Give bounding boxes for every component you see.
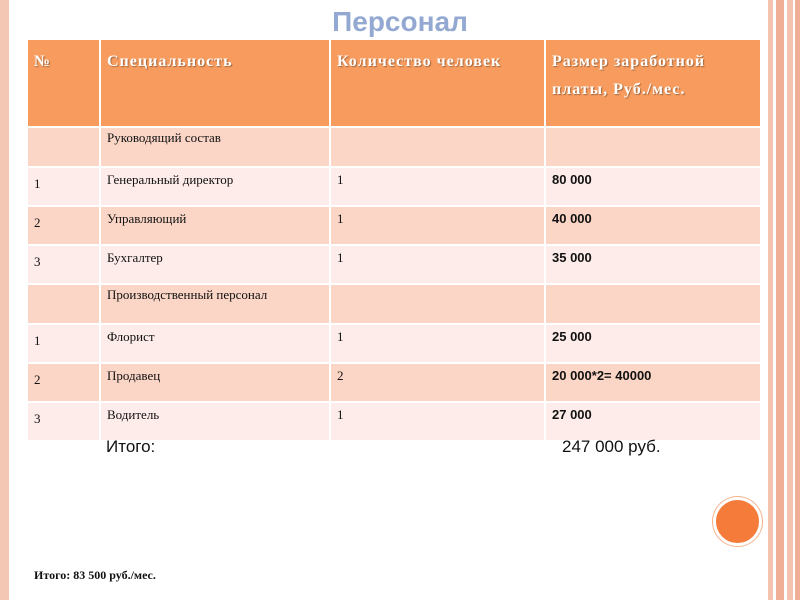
row-number: 3 (27, 402, 100, 441)
row-headcount: 1 (330, 402, 545, 441)
row-specialty: Бухгалтер (100, 245, 330, 284)
table-row (27, 245, 761, 284)
slide-title: Персонал (332, 6, 468, 37)
section-row-management (27, 127, 761, 167)
staff-table (26, 38, 762, 442)
row-salary: 35 000 (545, 245, 761, 284)
row-headcount (330, 127, 545, 167)
row-specialty: Руководящий состав (100, 127, 330, 167)
left-border-decoration (0, 0, 9, 600)
table-row (27, 402, 761, 441)
header-headcount: Количество человек (330, 39, 545, 127)
row-salary (545, 127, 761, 167)
total-label: Итого: (106, 437, 156, 456)
row-salary: 20 000*2= 40000 (545, 363, 761, 402)
row-number (27, 284, 100, 324)
row-headcount (330, 284, 545, 324)
right-stripes-decoration (766, 0, 800, 600)
row-number: 2 (27, 363, 100, 402)
row-number: 1 (27, 324, 100, 363)
row-salary: 40 000 (545, 206, 761, 245)
row-specialty: Управляющий (100, 206, 330, 245)
table-row (27, 324, 761, 363)
header-specialty: Специальность (100, 39, 330, 127)
row-specialty: Флорист (100, 324, 330, 363)
row-specialty: Продавец (100, 363, 330, 402)
decorative-circle (713, 497, 762, 546)
table-row (27, 167, 761, 206)
row-salary: 27 000 (545, 402, 761, 441)
row-headcount: 1 (330, 245, 545, 284)
row-number (27, 127, 100, 167)
header-number: № (27, 39, 100, 127)
row-number: 2 (27, 206, 100, 245)
table-row (27, 363, 761, 402)
row-salary: 25 000 (545, 324, 761, 363)
section-row-production (27, 284, 761, 324)
header-salary: Размер заработной платы, Руб./мес. (545, 39, 761, 127)
row-headcount: 1 (330, 167, 545, 206)
row-specialty: Производственный персонал (100, 284, 330, 324)
row-number: 1 (27, 167, 100, 206)
row-headcount: 1 (330, 324, 545, 363)
row-number: 3 (27, 245, 100, 284)
total-value: 247 000 руб. (562, 437, 661, 456)
monthly-total: Итого: 83 500 руб./мес. (34, 568, 156, 582)
row-headcount: 2 (330, 363, 545, 402)
row-specialty: Генеральный директор (100, 167, 330, 206)
row-salary: 80 000 (545, 167, 761, 206)
row-salary (545, 284, 761, 324)
table-row (27, 206, 761, 245)
table-header-row (27, 39, 761, 127)
row-specialty: Водитель (100, 402, 330, 441)
row-headcount: 1 (330, 206, 545, 245)
